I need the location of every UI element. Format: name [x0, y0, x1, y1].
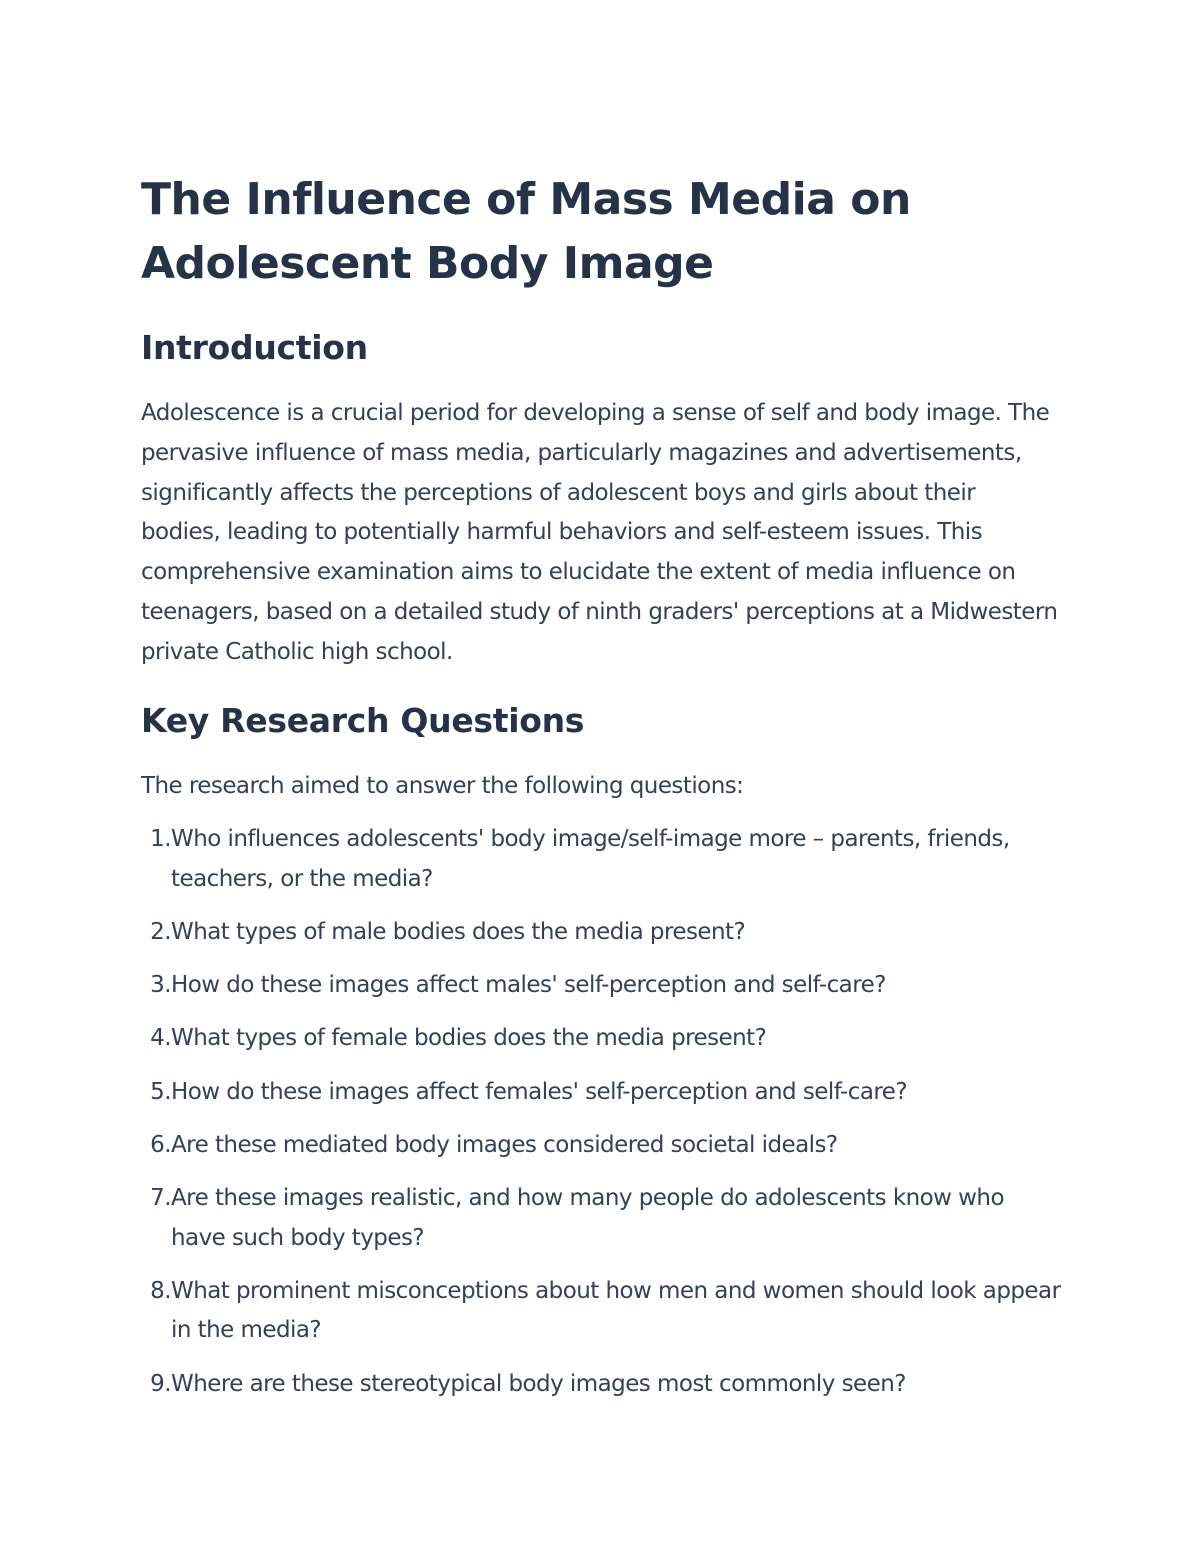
- question-number: 3.: [150, 972, 171, 999]
- question-item-5: [141, 1073, 1061, 1113]
- question-text: Are these mediated body images considered societal ideals?: [171, 1131, 838, 1158]
- question-number: 6.: [150, 1131, 171, 1158]
- research-questions-list: [141, 820, 1061, 1404]
- question-text: What prominent misconceptions about how men and women should look appear in the media?: [171, 1277, 1061, 1344]
- question-text: What types of female bodies does the media present?: [171, 1025, 767, 1052]
- introduction-paragraph: Adolescence is a crucial period for developing a sense of self and body image. The pervasive influence of mass media, particularly magazines and advertisements, significantly affects the perceptions of adolescent boys and girls about their bodies, leading to potentially harmful behaviors and self-esteem issues. This comprehensive examination aims to elucidate the extent of media influence on teenagers, based on a detailed study of ninth graders' perceptions at a Midwestern private Catholic high school.: [141, 400, 1058, 665]
- question-text: Where are these stereotypical body images most commonly seen?: [171, 1370, 906, 1397]
- question-item-6: [141, 1126, 1061, 1166]
- introduction-heading: Introduction: [141, 328, 368, 367]
- question-text: How do these images affect females' self-perception and self-care?: [171, 1078, 908, 1105]
- question-text: How do these images affect males' self-perception and self-care?: [171, 972, 886, 999]
- question-number: 7.: [150, 1184, 171, 1211]
- document-title: The Influence of Mass Media on Adolescent Body Image: [141, 174, 911, 289]
- question-number: 8.: [150, 1277, 171, 1304]
- question-item-3: [141, 966, 1061, 1006]
- question-item-8: [141, 1272, 1061, 1352]
- document-page: [141, 168, 1061, 1418]
- research-questions-lead: The research aimed to answer the following questions:: [141, 772, 744, 799]
- question-item-9: [141, 1365, 1061, 1405]
- question-item-2: [141, 913, 1061, 953]
- research-questions-heading: Key Research Questions: [141, 700, 585, 740]
- question-item-7: [141, 1179, 1061, 1259]
- question-number: 5.: [150, 1078, 171, 1105]
- question-number: 4.: [150, 1025, 171, 1052]
- question-item-4: [141, 1019, 1061, 1059]
- question-item-1: [141, 820, 1061, 900]
- question-text: Are these images realistic, and how many people do adolescents know who have such body types?: [171, 1184, 1004, 1251]
- question-number: 1.: [150, 826, 171, 853]
- question-text: Who influences adolescents' body image/self-image more – parents, friends, teachers, or the media?: [171, 826, 1010, 893]
- question-number: 2.: [150, 919, 171, 946]
- question-text: What types of male bodies does the media present?: [171, 919, 746, 946]
- question-number: 9.: [150, 1370, 171, 1397]
